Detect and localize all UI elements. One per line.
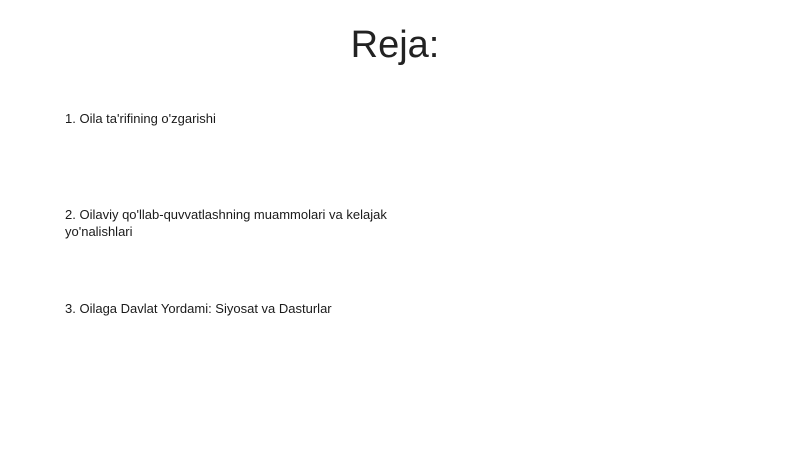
agenda-item: 1. Oila ta'rifining o'zgarishi xyxy=(65,111,216,126)
agenda-item: 2. Oilaviy qo'llab-quvvatlashning muammolari va kelajak yo'nalishlari xyxy=(65,207,387,239)
slide-title: Reja: xyxy=(350,24,440,66)
agenda-item: 3. Oilaga Davlat Yordami: Siyosat va Dasturlar xyxy=(65,301,332,316)
